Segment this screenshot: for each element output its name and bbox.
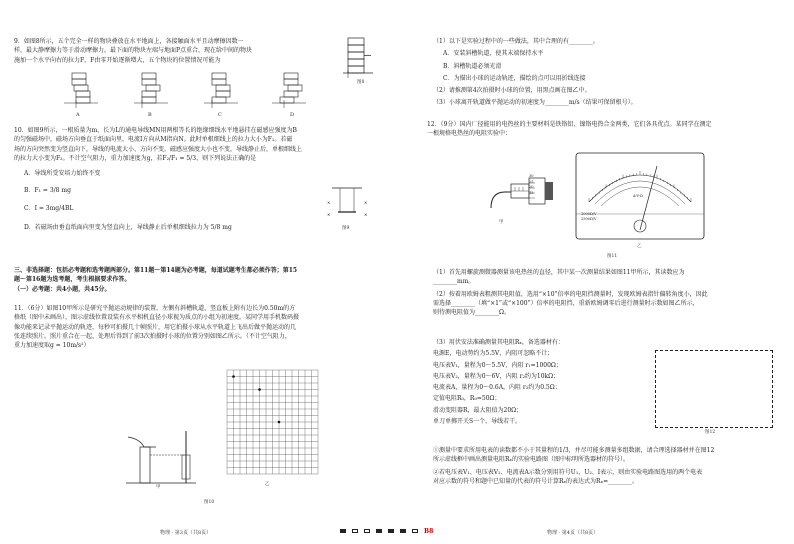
q10-option-a: A．导线所受安培力始终不变 — [24, 170, 101, 178]
print-marks — [340, 527, 433, 536]
option-b-label: B — [148, 112, 152, 118]
option-d-stack — [272, 73, 306, 108]
section-3-line2: 题～第16题为选考题，考生根据要求作答。 — [14, 276, 131, 284]
mark-square — [340, 529, 346, 533]
q9-options-figure — [50, 72, 340, 112]
right-page-footer: 物理 · 第4页（共8页） — [547, 530, 599, 537]
figure-9-caption: 图9 — [342, 226, 350, 231]
scale-num-25: 25 — [529, 179, 534, 184]
section-3-line3: （一）必考题：共4小题，共45分。 — [14, 285, 111, 293]
mark-square — [388, 529, 394, 533]
figure-11-micrometer — [485, 170, 555, 225]
q11-option-a: A．安装斜槽轨道，使其末端保持水平 — [443, 50, 544, 58]
figure-11-caption: 图11 — [607, 254, 618, 259]
q10-line1: 10．如图9所示，一根质量为m、长为L的通电导线MN用两根等长的绝缘细线水平地悬挂在磁感应强度为B — [14, 127, 297, 134]
micrometer-scale-numbers — [529, 174, 533, 196]
option-d-label: D — [290, 112, 295, 118]
option-c-stack — [204, 73, 238, 108]
q11-line4: 张连续照片。照片重合在一起，处理后得到了前3次拍摄时小球的位置分别如图乙所示。（不计空气阻力， — [14, 332, 291, 340]
option-b-stack — [134, 73, 168, 108]
q11-option-c: C．为描出小球的运动轨迹，描绘的点可以用折线连接 — [443, 74, 586, 82]
equip-v1: 电压表V₁，量程为0～5.5V，内阻 r₁=1000Ω； — [433, 361, 562, 369]
question-11 — [14, 304, 389, 350]
question-12-intro — [427, 120, 787, 139]
equip-v2: 电压表V₂，量程为0～6V，内阻 r₂约为10kΩ； — [433, 372, 560, 380]
q11-line2: 格纸（图中未画出），图示虚线位置设装有水平相机直径小球视为质点的小组为初速度。某同学用手机数码摄 — [14, 314, 300, 322]
q11-sub1: （1）以下是实验过程中的一些做法，其中合理的有________。 — [433, 38, 599, 45]
q12-line1: 12．（9分）国内厂径能用的电热丝的主要材料是铁铬铝、镍铬电热合金两类，它们各具优点。某同学在测定 — [427, 121, 712, 128]
figure-12-answer-box[interactable] — [655, 350, 773, 428]
q9-line2: 样，最大静摩擦力等于滑动摩擦力。最下面的物块左端与地面P点重合，现在给中间的物块 — [14, 47, 253, 55]
q12-line2: 一根规格电热丝的电阻实验中： — [427, 130, 512, 138]
equip-switch: 单刀单掷开关S一个，导线若干。 — [433, 418, 522, 426]
option-a-stack — [64, 73, 98, 108]
figure-10-label-b: 乙 — [265, 482, 270, 487]
q10-option-d: D．若磁场由垂直纸面向里变为竖直向上，导线静止后单根细线拉力为 5/8 mg — [24, 224, 232, 232]
mark-square-outline — [364, 529, 370, 533]
figure-9-svg — [322, 186, 372, 226]
equip-rheostat: 滑动变阻器R，最大阻值为20Ω； — [433, 406, 523, 414]
figure-9 — [322, 186, 372, 231]
q12-part2-line3: 则待测电阻值为________Ω。 — [433, 309, 510, 317]
q11-line1: 11．（6分）如图10甲所示是研究平抛运动规律的装置，左侧有斜槽轨道，竖直板上附有边长为0.50m的方 — [14, 305, 296, 312]
figure-10-apparatus-svg — [126, 425, 196, 485]
section-3-line1: 三、非选择题：包括必考题和选考题两部分。第11题～第14题为必考题，每道试题考生都必须作答；第15 — [14, 267, 298, 274]
q10-line2: 的匀强磁场中，磁场方向垂直于纸面向里，电流I方向从M指向N。此时单根细线上的拉力大小为F₁。若磁 — [14, 136, 293, 144]
q12-part5-line2: 对应示数的符号和题中已知量的代表的符号计算Rₓ的表达式为Rₓ=________。 — [433, 477, 639, 485]
figure-12-caption: 图12 — [705, 430, 716, 435]
q9-line1: 9．如图8所示，五个完全一样的物块叠放在水平地面上，各接触面水平且动摩擦因数一 — [14, 38, 244, 45]
scale-num-30: 30 — [529, 174, 534, 178]
option-c-label: C — [218, 112, 222, 118]
q9-options-svg — [50, 72, 340, 112]
q11-option-b: B．斜槽轨道必须光滑 — [443, 62, 502, 70]
left-page-footer: 物理 · 第3页（共8页） — [160, 530, 212, 537]
ball-position-dot — [232, 375, 235, 378]
mark-square-outline — [352, 529, 358, 533]
q12-part4-line2: 所示虚线框中画出测量电阻Rₓ的实验电路图（图中标明所选器材的符号）。 — [433, 456, 630, 464]
figure-10-apparatus — [126, 425, 196, 490]
q12-part4: ①测量中要求所用电表的读数都不小于其量程的1/3，并尽可能多测量多组数据，请合理选择器材并在图12 — [433, 447, 715, 454]
q10-option-c: C．I = 3mg/4BL — [24, 204, 74, 212]
svg-text:×: × — [364, 212, 368, 217]
q12-part1-answer: ________mm。 — [433, 278, 475, 286]
figure-10-caption: 图10 — [204, 500, 215, 505]
q12-part5: ②若电压表V₁、电压表V₂、电流表A示数分别用符号U₁、U₂、I表示，则由实验电路图选用的两个电表 — [433, 468, 703, 476]
figure-11-label-a: 甲 — [499, 220, 504, 225]
figure-8-caption: 图8 — [357, 80, 365, 85]
equip-r0: 定值电阻R₀，R₀=50Ω； — [433, 395, 501, 403]
scale-num-20: 20 — [529, 185, 534, 189]
ball-position-dot — [258, 388, 261, 391]
right-page — [397, 0, 794, 544]
q12-part1: （1）首先用螺旋测微器测量该电热丝的直径，其中某一次测量结果如图11甲所示，其读数应为 — [433, 269, 685, 276]
figure-11-label-b: 乙 — [637, 244, 642, 249]
figure-10-grid — [225, 368, 321, 487]
q9-line3: 施加一个水平向右的拉力F，F由零开始逐渐增大，五个物块的位置情况可能为 — [14, 56, 221, 64]
q12-part2: （2）按着用欧姆表粗测其电阻值，选用“×10”倍率的电阻挡测量时，发现欧姆表指针偏转角度小，因此 — [433, 290, 708, 298]
figure-11-multimeter — [575, 152, 705, 249]
question-11-continued — [433, 37, 788, 108]
meter-spec-1: 1000Ω/V — [581, 212, 597, 216]
q12-part3: （3）用伏安法准确测量其电阻Rₓ，备选器材有： — [433, 339, 564, 346]
scale-num-15: 15 — [529, 190, 534, 195]
q10-line4: 的拉力大小变为F₂。不计空气阻力，重力加速度为g，若F₂/F₁ = 5/3，则下列说法正确的是 — [14, 154, 257, 162]
meter-spec-2: 2500Ω/V — [581, 217, 597, 221]
equip-source: 电源E，电动势约为5.5V，内阻可忽略不计； — [433, 350, 554, 358]
q11-sub3: （3）小球离开轨道做平抛运动的初速度为________m/s（结果可保留根号）。 — [433, 99, 637, 107]
question-12-parts — [433, 268, 788, 317]
mark-square — [400, 529, 406, 533]
ball-position-dot — [278, 421, 281, 424]
q11-line3: 像功能来记录平抛运动的轨迹，每秒可拍摄几十帧照片，用它拍摄小球从水平轨道上飞出后做平抛运动的几 — [14, 323, 297, 331]
figure-8 — [343, 36, 373, 85]
svg-text:×: × — [327, 212, 331, 217]
question-12-equipment — [433, 338, 663, 426]
question-12-final — [433, 446, 788, 486]
q11-sub2: （2）请推测第4次拍摄时小球的位置，用黑点画在图乙中。 — [433, 87, 591, 95]
svg-text:×: × — [364, 200, 368, 205]
question-9 — [14, 37, 339, 65]
q11-line5: 重力加速度取g = 10m/s²） — [14, 342, 90, 350]
equip-ammeter: 电流表A，量程为0～0.6A，内阻 r₃约为0.5Ω； — [433, 384, 561, 392]
figure-10-grid-svg — [225, 368, 321, 480]
option-a-label: A — [76, 112, 80, 118]
meter-symbol: A-V-Ω — [633, 194, 643, 198]
multimeter-specs — [581, 212, 597, 222]
page-marker: B8 — [424, 527, 434, 535]
section-3-header — [14, 266, 389, 294]
mark-square — [376, 529, 382, 533]
svg-text:×: × — [327, 200, 331, 205]
mark-square-outline — [412, 529, 418, 533]
figure-10-label-a: 甲 — [156, 485, 161, 490]
q10-line3: 场的方向突然变为竖直向下，导线的电流大小、方向不变，磁感应强度大小也不变，导线静止后，单根细线上 — [14, 145, 303, 153]
q12-part2-line2: 需选择________（填“×1”或“×100”）倍率的电阻挡，重新欧姆调零后进行测量时示数如图乙所示， — [433, 299, 699, 307]
micrometer-svg — [485, 170, 555, 220]
q10-option-b: B．F₁ = 3/8 mg — [24, 187, 71, 195]
figure-8-stack — [343, 36, 373, 82]
